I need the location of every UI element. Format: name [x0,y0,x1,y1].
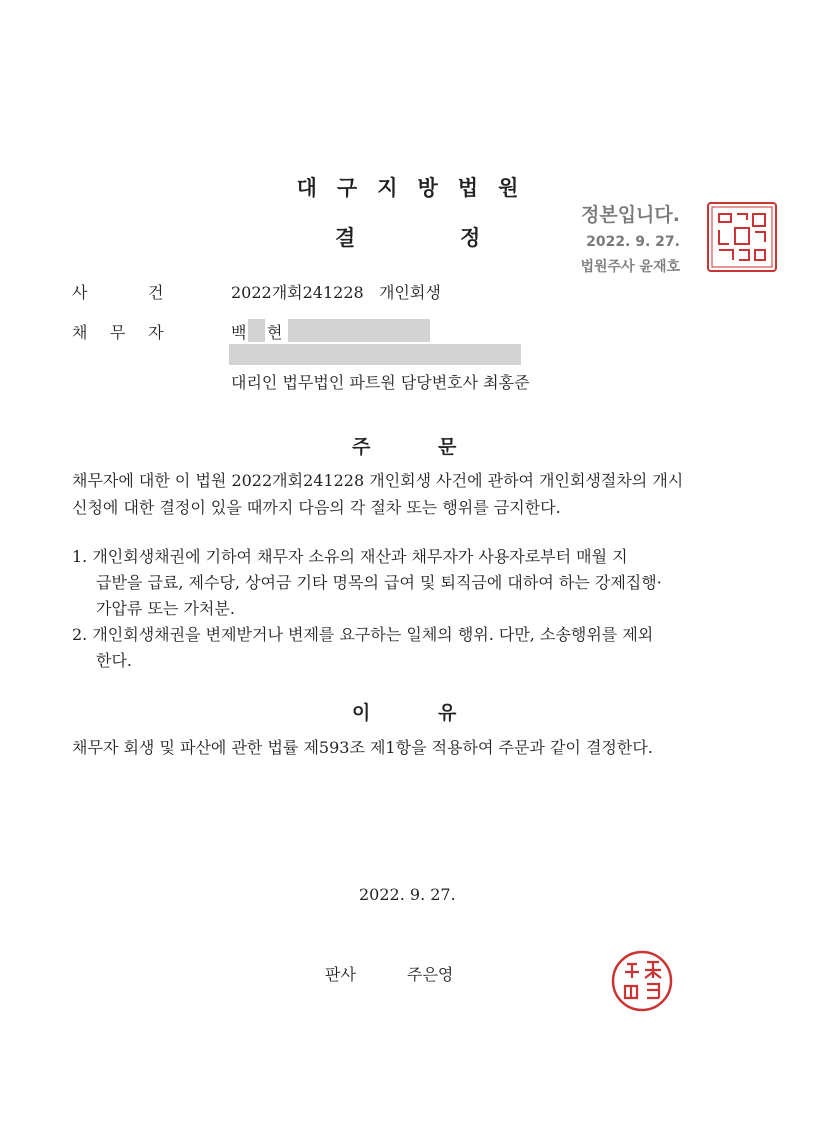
judge-title: 판사 [325,965,356,984]
decision-date: 2022. 9. 27. [359,885,456,904]
order-item2-line1: 2. 개인회생채권을 변제받거나 변제를 요구하는 일체의 행위. 다만, 소송행위를 제외 [72,625,654,644]
debtor-name-last: 현 [267,323,283,342]
order-intro-line2: 신청에 대한 결정이 있을 때까지 다음의 각 절차 또는 행위를 금지한다. [72,498,561,517]
debtor-agent: 대리인 법무법인 파트원 담당변호사 최홍준 [231,373,530,392]
redaction-block [288,319,430,342]
order-item1-line2: 급받을 급료, 제수당, 상여금 기타 명목의 급여 및 퇴직금에 대하여 하는 강제집행· [96,573,662,592]
court-name: 대구지방법원 [296,176,539,200]
case-label-1: 사 [72,283,88,302]
judge-name: 주은영 [407,965,454,984]
doc-title-left: 결 [335,226,356,250]
order-item1-line1: 1. 개인회생채권에 기하여 채무자 소유의 재산과 채무자가 사용자로부터 매월 지 [72,547,628,566]
reason-text: 채무자 회생 및 파산에 관한 법률 제593조 제1항을 적용하여 주문과 같이 결정한다. [72,738,653,757]
order-intro-line1: 채무자에 대한 이 법원 2022개회241228 개인회생 사건에 관하여 개인회생절차의 개시 [72,471,684,490]
judge-seal-icon [611,950,673,1012]
order-item2-line2: 한다. [96,651,132,670]
redaction-block [229,344,521,365]
order-heading-right: 문 [438,436,457,458]
reason-heading-left: 이 [352,702,371,724]
debtor-label-1: 채 [72,323,88,342]
case-value: 2022개회241228 개인회생 [231,283,441,302]
debtor-label-3: 자 [148,323,164,342]
court-seal-icon [707,202,777,272]
debtor-name-first: 백 [231,323,247,342]
certified-copy-label: 정본입니다. [581,204,680,226]
order-heading-left: 주 [352,436,371,458]
debtor-label-2: 무 [110,323,126,342]
doc-title-right: 정 [460,226,481,250]
redaction-block [248,319,265,342]
certified-clerk: 법원주사 윤재호 [580,259,680,275]
case-label-2: 건 [148,283,164,302]
order-item1-line3: 가압류 또는 가처분. [96,599,235,618]
reason-heading-right: 유 [438,702,457,724]
certified-date: 2022. 9. 27. [586,234,680,250]
